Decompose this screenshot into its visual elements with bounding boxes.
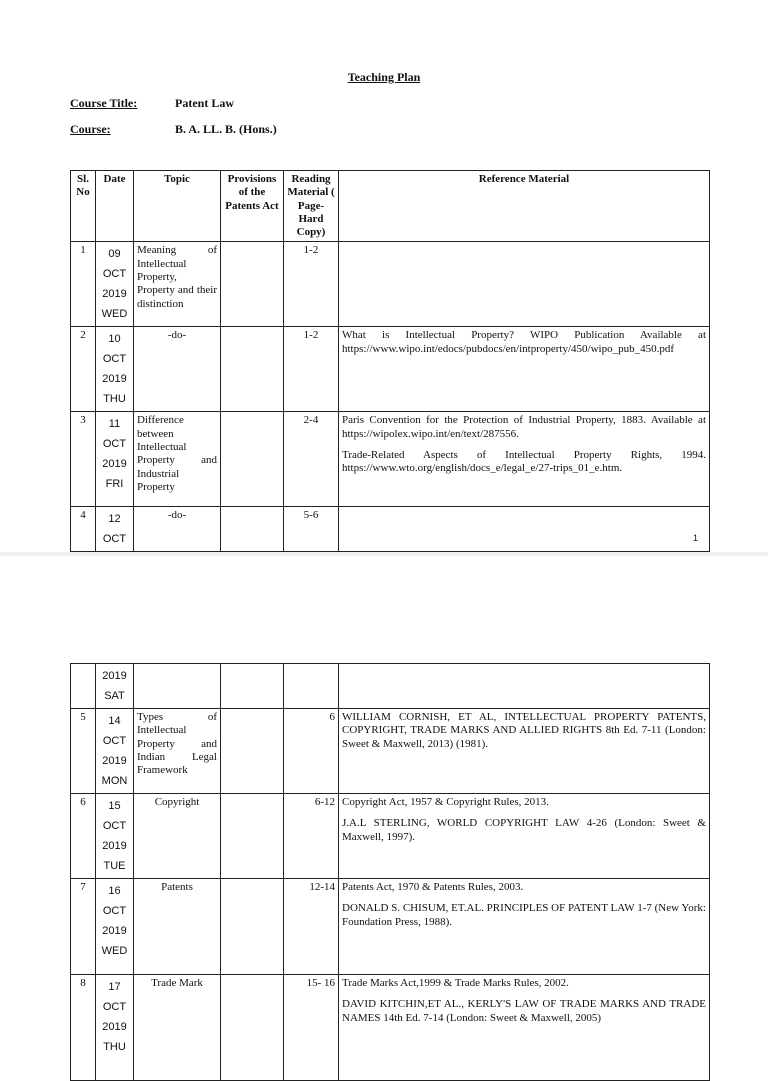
row-reading-material: 15- 16 xyxy=(284,975,339,1081)
row-date xyxy=(96,879,134,975)
date-part: 2019 xyxy=(102,1021,127,1033)
row-reference-material xyxy=(339,242,710,327)
row-reading-material xyxy=(284,664,339,709)
row-topic: Trade Mark xyxy=(134,975,221,1081)
date-part: TUE xyxy=(103,860,126,872)
row-topic: -do- xyxy=(134,327,221,412)
row-provisions xyxy=(221,507,284,552)
reference-spacer xyxy=(342,809,706,817)
course-title-value: Patent Law xyxy=(175,96,234,110)
page-number: 1 xyxy=(693,533,699,543)
date-part: 2019 xyxy=(102,670,127,682)
row-sl-number: 1 xyxy=(71,242,96,327)
date-part: 2019 xyxy=(102,925,127,937)
row-sl-number: 6 xyxy=(71,794,96,879)
row-date xyxy=(96,507,134,552)
table-row xyxy=(71,242,710,327)
date-part: 2019 xyxy=(102,458,127,471)
row-topic: Types of Intellectual Property and Indian Legal Framework xyxy=(134,709,221,794)
date-part: OCT xyxy=(102,353,127,366)
row-sl-number: 7 xyxy=(71,879,96,975)
teaching-plan-table-continued xyxy=(70,663,710,1081)
date-part: OCT xyxy=(102,735,127,747)
row-reading-material: 5-6 xyxy=(284,507,339,552)
table-row xyxy=(71,664,710,709)
header-reading: Reading Material ( Page- Hard Copy) xyxy=(284,171,339,242)
reference-entry: DONALD S. CHISUM, ET.AL. PRINCIPLES OF PATENT LAW 1-7 (New York: Foundation Press, 1988). xyxy=(342,902,706,928)
row-provisions xyxy=(221,412,284,507)
date-part: 17 xyxy=(108,981,121,993)
row-provisions xyxy=(221,709,284,794)
reference-entry: What is Intellectual Property? WIPO Publication Available at https://www.wipo.int/edocs/pubdocs/en/intproperty/450/wipo_pub_450.pdf xyxy=(342,329,706,355)
date-part: 2019 xyxy=(102,288,127,301)
row-reference-material xyxy=(339,709,710,794)
reference-spacer xyxy=(342,894,706,902)
row-date xyxy=(96,327,134,412)
date-part: OCT xyxy=(102,1001,127,1013)
date-part: MON xyxy=(101,775,128,787)
row-reference-material xyxy=(339,327,710,412)
row-sl-number: 2 xyxy=(71,327,96,412)
table-row xyxy=(71,327,710,412)
row-sl-number xyxy=(71,664,96,709)
date-part: 12 xyxy=(108,513,121,526)
header-date: Date xyxy=(96,171,134,242)
date-part: WED xyxy=(101,945,128,957)
page-title: Teaching Plan xyxy=(347,70,421,84)
course-title-label: Course Title: xyxy=(70,96,138,110)
row-provisions xyxy=(221,794,284,879)
teaching-plan-table xyxy=(70,170,710,552)
row-date xyxy=(96,709,134,794)
date-part: OCT xyxy=(102,438,127,451)
row-provisions xyxy=(221,327,284,412)
row-date xyxy=(96,242,134,327)
row-reference-material xyxy=(339,879,710,975)
row-topic: Difference between Intellectual Property and Industrial Property xyxy=(134,412,221,507)
table-header-row xyxy=(71,171,710,242)
date-part: 2019 xyxy=(102,840,127,852)
header-provisions: Provisions of the Patents Act xyxy=(221,171,284,242)
date-part: 16 xyxy=(108,885,121,897)
row-sl-number: 4 xyxy=(71,507,96,552)
date-part: OCT xyxy=(102,268,127,281)
table-row xyxy=(71,507,710,552)
row-topic: Copyright xyxy=(134,794,221,879)
date-part: 10 xyxy=(108,333,121,346)
row-date xyxy=(96,975,134,1081)
row-provisions xyxy=(221,879,284,975)
row-sl-number: 5 xyxy=(71,709,96,794)
date-part: OCT xyxy=(102,905,127,917)
row-date xyxy=(96,664,134,709)
row-reference-material xyxy=(339,975,710,1081)
row-topic: -do- xyxy=(134,507,221,552)
reference-spacer xyxy=(342,441,706,449)
header-reference: Reference Material xyxy=(339,171,710,242)
header-sl: Sl. No xyxy=(71,171,96,242)
date-part: THU xyxy=(103,1041,126,1053)
header-topic: Topic xyxy=(134,171,221,242)
row-provisions xyxy=(221,242,284,327)
table-row xyxy=(71,412,710,507)
date-part: 15 xyxy=(108,800,121,812)
row-reading-material: 2-4 xyxy=(284,412,339,507)
date-part: SAT xyxy=(104,690,125,702)
row-topic xyxy=(134,664,221,709)
table-row xyxy=(71,975,710,1081)
row-reading-material: 1-2 xyxy=(284,327,339,412)
reference-entry: DAVID KITCHIN,ET AL., KERLY'S LAW OF TRADE MARKS AND TRADE NAMES 14th Ed. 7-14 (London: Sweet & Maxwell, 2005) xyxy=(342,998,706,1024)
row-reference-material xyxy=(339,412,710,507)
date-part: FRI xyxy=(105,478,124,491)
reference-entry: WILLIAM CORNISH, ET AL, INTELLECTUAL PROPERTY PATENTS, COPYRIGHT, TRADE MARKS AND ALLIED RIGHTS 8th Ed. 7-11 (London: Sweet & Maxwell, 2013) (1981). xyxy=(342,711,706,750)
row-reference-material xyxy=(339,794,710,879)
date-part: THU xyxy=(103,393,126,406)
row-reading-material: 1-2 xyxy=(284,242,339,327)
row-reading-material: 6 xyxy=(284,709,339,794)
row-reading-material: 6-12 xyxy=(284,794,339,879)
row-provisions xyxy=(221,664,284,709)
date-part: OCT xyxy=(102,533,127,546)
reference-entry: Copyright Act, 1957 & Copyright Rules, 2013. xyxy=(342,796,549,808)
reference-entry: Patents Act, 1970 & Patents Rules, 2003. xyxy=(342,881,524,893)
date-part: 2019 xyxy=(102,755,127,767)
row-reading-material: 12-14 xyxy=(284,879,339,975)
row-reference-material xyxy=(339,664,710,709)
row-sl-number: 8 xyxy=(71,975,96,1081)
table-row xyxy=(71,794,710,879)
date-part: 2019 xyxy=(102,373,127,386)
reference-entry: Paris Convention for the Protection of Industrial Property, 1883. Available at https://wipolex.wipo.int/en/text/287556. xyxy=(342,414,706,440)
date-part: 09 xyxy=(108,248,121,261)
row-reference-material xyxy=(339,507,710,552)
course-label: Course: xyxy=(70,122,111,136)
row-date xyxy=(96,794,134,879)
date-part: 11 xyxy=(108,418,121,431)
date-part: 14 xyxy=(108,715,121,727)
row-date xyxy=(96,412,134,507)
reference-entry: Trade Marks Act,1999 & Trade Marks Rules, 2002. xyxy=(342,977,569,989)
row-sl-number: 3 xyxy=(71,412,96,507)
row-topic: Patents xyxy=(134,879,221,975)
row-provisions xyxy=(221,975,284,1081)
table-row xyxy=(71,879,710,975)
date-part: WED xyxy=(101,308,128,321)
reference-entry: J.A.L STERLING, WORLD COPYRIGHT LAW 4-26 (London: Sweet & Maxwell, 1997). xyxy=(342,817,706,843)
date-part: OCT xyxy=(102,820,127,832)
reference-entry: Trade-Related Aspects of Intellectual Property Rights, 1994. https://www.wto.org/english/docs_e/legal_e/27-trips_01_e.htm. xyxy=(342,449,706,475)
reference-spacer xyxy=(342,990,706,998)
table-row xyxy=(71,709,710,794)
row-topic: Meaning of Intellectual Property, Property and their distinction xyxy=(134,242,221,327)
course-value: B. A. LL. B. (Hons.) xyxy=(175,122,277,136)
